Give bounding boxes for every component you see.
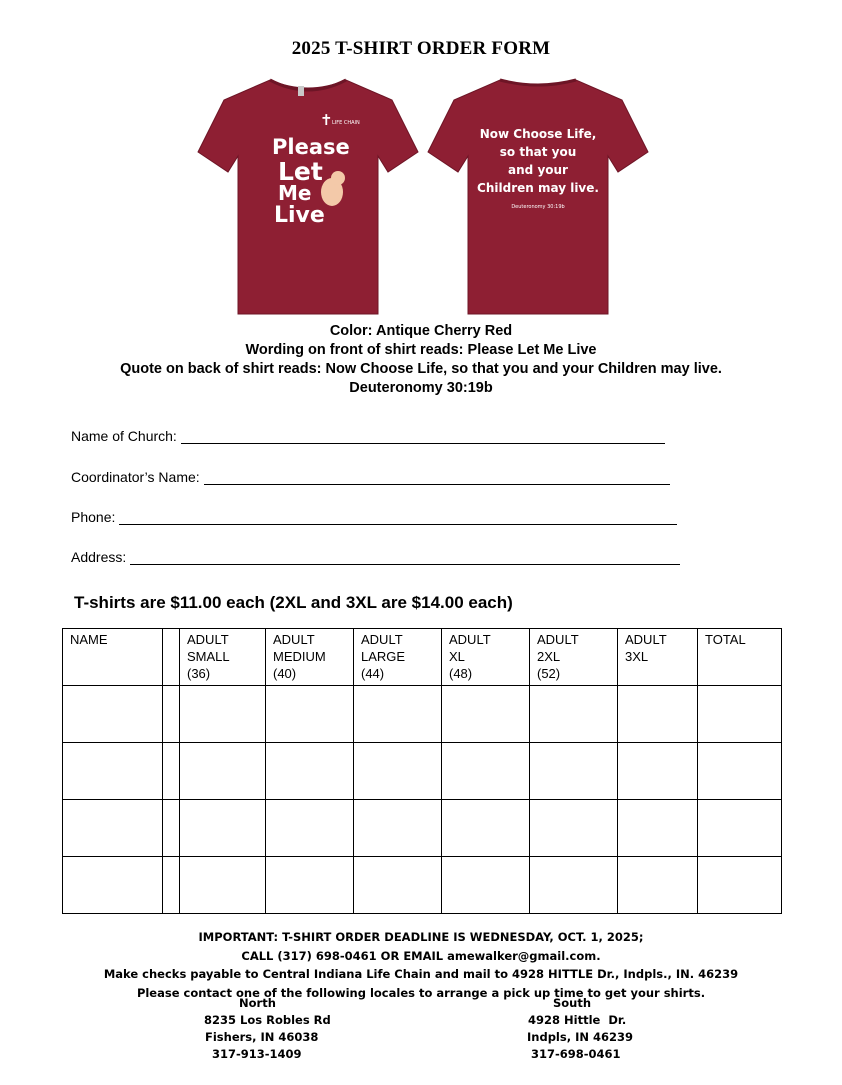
north-locale [204,995,331,1063]
front-slogan-line: Live [274,203,325,228]
back-shirt-image [422,70,654,318]
cell-name[interactable] [63,686,163,743]
church-input-line[interactable] [181,428,665,444]
front-wording-line: Wording on front of shirt reads: Please Let Me Live [245,342,597,358]
cell-2xl[interactable] [530,686,618,743]
cell-blank[interactable] [163,743,180,800]
header-3xl: ADULT 3XL [618,629,698,686]
address-input-line[interactable] [130,549,680,565]
north-city: Fishers, IN 46038 [205,1030,319,1044]
header-medium: ADULT MEDIUM (40) [266,629,354,686]
cell-small[interactable] [180,686,266,743]
phone-label: Phone: [71,509,116,525]
front-logo-text: LIFE CHAIN [332,120,360,126]
header-small: ADULT SMALL (36) [180,629,266,686]
north-street: 8235 Los Robles Rd [204,1013,331,1027]
back-verse: Deuteronomy 30:19b [511,204,565,210]
cell-name[interactable] [63,857,163,914]
back-quote-line: so that you [499,145,577,159]
church-field [71,428,665,444]
cell-blank[interactable] [163,800,180,857]
cell-medium[interactable] [266,800,354,857]
cell-xl[interactable] [442,800,530,857]
color-line: Color: Antique Cherry Red [329,323,513,339]
checks-note: Make checks payable to Central Indiana Life Chain and mail to 4928 HITTLE Dr., Indpls., IN. 46239 [103,967,739,981]
south-street: 4928 Hittle Dr. [528,1013,627,1027]
cell-blank[interactable] [163,857,180,914]
back-quote-line: and your [508,163,568,177]
back-quote-line-info: Quote on back of shirt reads: Now Choose Life, so that you and your Children may live. [120,361,722,377]
cell-total[interactable] [698,857,782,914]
cell-blank[interactable] [163,686,180,743]
cell-3xl[interactable] [618,800,698,857]
back-quote-line: Children may live. [477,181,599,195]
back-quote-line: Now Choose Life, [479,127,597,141]
header-large: ADULT LARGE (44) [354,629,442,686]
coordinator-field [71,469,670,485]
cell-total[interactable] [698,743,782,800]
cell-medium[interactable] [266,686,354,743]
cell-large[interactable] [354,857,442,914]
cell-small[interactable] [180,857,266,914]
verse-line: Deuteronomy 30:19b [349,380,493,396]
phone-field [71,509,677,525]
cell-total[interactable] [698,800,782,857]
header-name: NAME [63,629,163,686]
header-xl: ADULT XL (48) [442,629,530,686]
order-table [62,628,782,914]
price-line: T-shirts are $11.00 each (2XL and 3XL are $14.00 each) [74,593,513,612]
front-shirt-image [192,70,424,318]
south-phone: 317-698-0461 [531,1047,621,1061]
header-blank [163,629,180,686]
table-row [63,857,782,914]
south-locale [526,995,633,1063]
shirt-info [0,322,842,398]
contact-note: CALL (317) 698-0461 OR EMAIL amewalker@gmail.com. [241,948,601,963]
table-row [63,743,782,800]
address-field [71,549,680,565]
north-phone: 317-913-1409 [212,1047,302,1061]
cell-small[interactable] [180,743,266,800]
phone-input-line[interactable] [119,509,677,525]
form-title: 2025 T-SHIRT ORDER FORM [291,38,551,59]
south-city: Indpls, IN 46239 [527,1030,634,1044]
header-2xl: ADULT 2XL (52) [530,629,618,686]
church-label: Name of Church: [71,428,177,444]
table-header-row [63,629,782,686]
cell-3xl[interactable] [618,686,698,743]
cell-large[interactable] [354,686,442,743]
cell-2xl[interactable] [530,800,618,857]
front-slogan-line: Me [278,181,312,205]
cell-2xl[interactable] [530,743,618,800]
north-label: North [239,996,276,1010]
table-row [63,800,782,857]
cell-3xl[interactable] [618,857,698,914]
cell-medium[interactable] [266,743,354,800]
cell-name[interactable] [63,800,163,857]
south-label: South [553,996,592,1010]
footer-notes [0,928,842,1002]
deadline-note: IMPORTANT: T-SHIRT ORDER DEADLINE IS WEDNESDAY, OCT. 1, 2025; [198,930,644,944]
cell-large[interactable] [354,743,442,800]
svg-text:✝: ✝ [320,111,333,129]
cell-2xl[interactable] [530,857,618,914]
cell-xl[interactable] [442,686,530,743]
coordinator-label: Coordinator’s Name: [71,469,200,485]
cell-xl[interactable] [442,743,530,800]
front-slogan-line: Let [278,157,323,186]
coordinator-input-line[interactable] [204,469,670,485]
cell-total[interactable] [698,686,782,743]
pickup-note: Please contact one of the following locales to arrange a pick up time to get your shirts. [136,985,706,1000]
cell-name[interactable] [63,743,163,800]
cell-3xl[interactable] [618,743,698,800]
cell-small[interactable] [180,800,266,857]
header-total: TOTAL [698,629,782,686]
cell-medium[interactable] [266,857,354,914]
cell-large[interactable] [354,800,442,857]
cell-xl[interactable] [442,857,530,914]
address-label: Address: [71,549,127,565]
table-row [63,686,782,743]
front-slogan-line: Please [272,135,350,159]
